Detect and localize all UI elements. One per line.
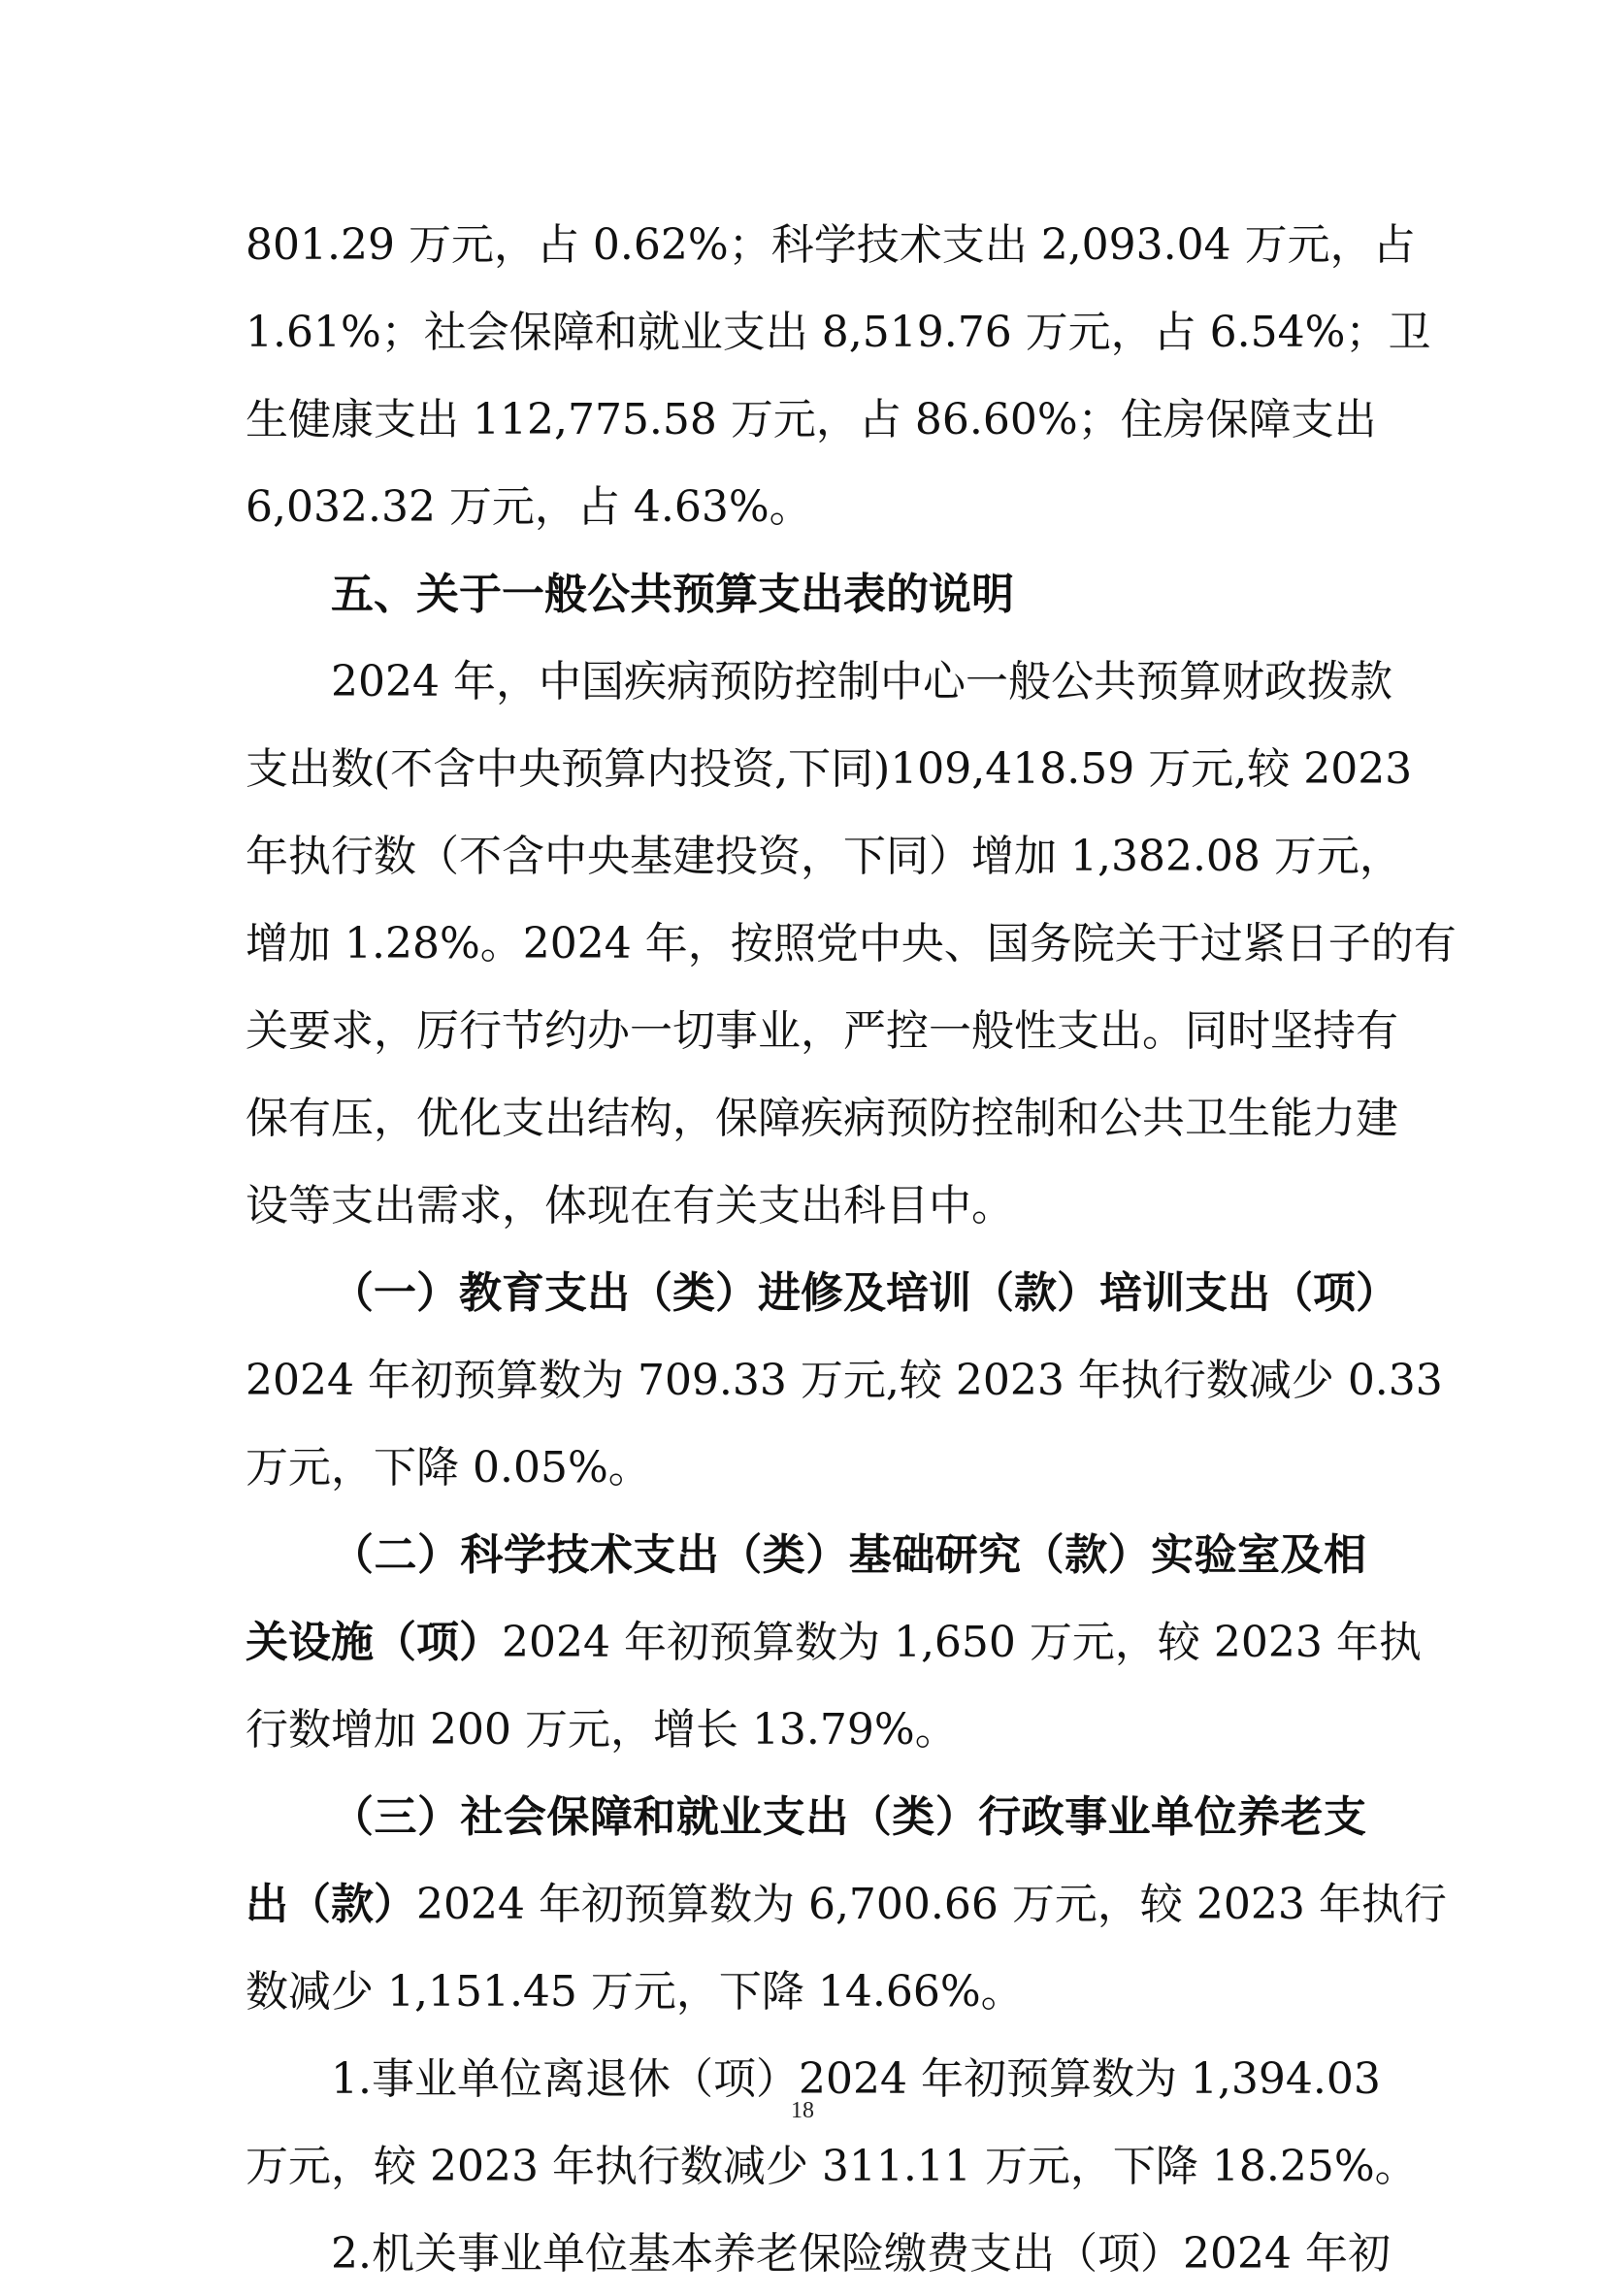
body-text-line: 万元，较 2023 年执行数减少 311.11 万元，下降 18.25%。 <box>246 2142 1418 2191</box>
body-text-line: 1.61%；社会保障和就业支出 8,519.76 万元，占 6.54%；卫 <box>246 308 1431 357</box>
body-text-line-mixed <box>246 1863 1447 1947</box>
subsection-heading: （三）社会保障和就业支出（类）行政事业单位养老支 <box>331 1792 1366 1842</box>
page-number: 18 <box>791 2098 814 2123</box>
body-text-span: 2024 年初预算数为 6,700.66 万元，较 2023 年执行 <box>416 1880 1447 1929</box>
subsection-heading: （二）科学技术支出（类）基础研究（款）实验室及相 <box>331 1530 1366 1580</box>
body-text-line: 生健康支出 112,775.58 万元，占 86.60%；住房保障支出 <box>246 395 1377 444</box>
subsection-heading-continuation: 关设施（项） <box>246 1618 502 1667</box>
subsection-heading: （一）教育支出（类）进修及培训（款）培训支出（项） <box>331 1268 1398 1318</box>
body-text-line: 行数增加 200 万元，增长 13.79%。 <box>246 1705 958 1755</box>
body-text-line: 6,032.32 万元，占 4.63%。 <box>246 482 812 532</box>
body-text-line: 2024 年初预算数为 709.33 万元,较 2023 年执行数减少 0.33 <box>246 1356 1443 1405</box>
body-text-line: 保有压，优化支出结构，保障疾病预防控制和公共卫生能力建 <box>246 1094 1398 1143</box>
subsection-heading-continuation: 出（款） <box>246 1880 416 1929</box>
body-text-line: 关要求，厉行节约办一切事业，严控一般性支出。同时坚持有 <box>246 1006 1398 1056</box>
body-text-line: 万元，下降 0.05%。 <box>246 1443 651 1492</box>
body-text-span: 2024 年初预算数为 1,650 万元，较 2023 年执 <box>502 1618 1422 1667</box>
body-text-line: 增加 1.28%。2024 年，按照党中央、国务院关于过紧日子的有 <box>246 919 1457 968</box>
list-item-text: 2.机关事业单位基本养老保险缴费支出（项）2024 年初 <box>331 2229 1391 2279</box>
body-text-line-mixed <box>246 1601 1422 1685</box>
body-text-line: 801.29 万元，占 0.62%；科学技术支出 2,093.04 万元，占 <box>246 220 1416 270</box>
list-item-text: 1.事业单位离退休（项）2024 年初预算数为 1,394.03 <box>331 2054 1381 2104</box>
body-text-line: 年执行数（不含中央基建投资，下同）增加 1,382.08 万元， <box>246 832 1402 881</box>
body-text-line: 支出数(不含中央预算内投资,下同)109,418.59 万元,较 2023 <box>246 744 1413 794</box>
section-heading: 五、关于一般公共预算支出表的说明 <box>331 570 1014 619</box>
body-text-line: 数减少 1,151.45 万元，下降 14.66%。 <box>246 1967 1024 2017</box>
body-text-line: 设等支出需求，体现在有关支出科目中。 <box>246 1181 1014 1230</box>
body-text-line: 2024 年，中国疾病预防控制中心一般公共预算财政拨款 <box>331 657 1392 706</box>
